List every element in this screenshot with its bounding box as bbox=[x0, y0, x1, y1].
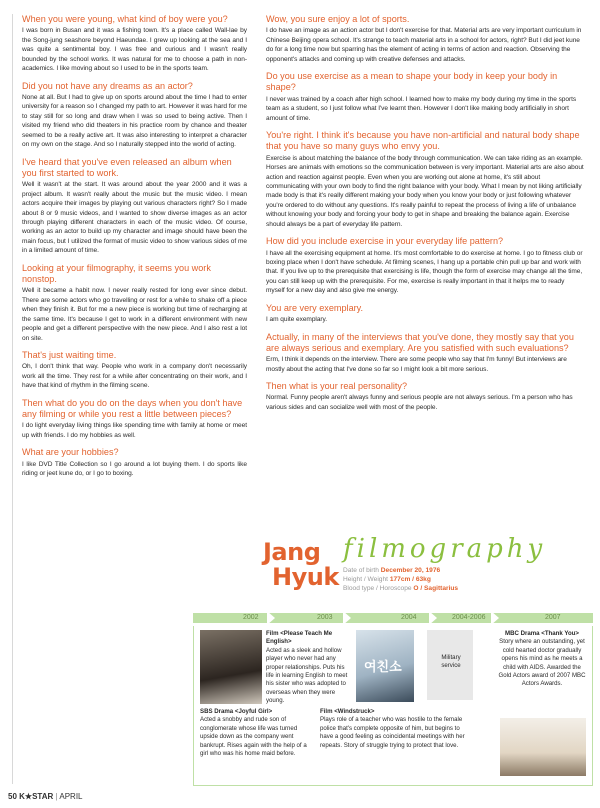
left-margin-rule bbox=[12, 14, 13, 784]
answer: I do have an image as an action actor but I don't exercise for that. Material arts are very important curriculum in Chinese Beijing opera school. It's strange to teach material arts in a school for actors, right? But I did jeet kune do for a long time now but sparring has the element of acting in terms of action and reaction. Observing the opponent's attacks and coming up with creative defenses and attacks. bbox=[266, 27, 582, 63]
answer: I have all the exercising equipment at home. It's most comfortable to do exercise at home. I go to fitness club or boxing place when I don't have schedule. At filming scenes, I hang up a portable chin pull up bar and work with that. If you live up to the prerequisite that exercising is life, though the form of exercise may change all the time, you can still keep up with the prerequisite. For me, exercise is really important in that it helps me to ready myself for a new day and also give me energy. bbox=[266, 249, 583, 295]
film-2004-title: Film <Windstruck> bbox=[320, 708, 375, 715]
answer: Erm, I think it depends on the interview. There are some people who say that I'm funny! But interviews are mostly about the acting that I've done so far so I might look a bit more serious. bbox=[266, 356, 567, 373]
question: Looking at your filmography, it seems you work nonstop. bbox=[22, 262, 211, 285]
qa-block bbox=[22, 81, 247, 150]
question: Then what do you do on the days when you don't have any filming or while you rest a little between pieces? bbox=[22, 397, 243, 420]
qa-block bbox=[266, 14, 584, 64]
military-service-box bbox=[427, 630, 473, 700]
film-2002-entry bbox=[200, 708, 310, 758]
qa-block bbox=[22, 447, 247, 478]
question: Actually, in many of the interviews that you've done, they mostly say that you are always serious and exemplary. Are you satisfied with such evaluations? bbox=[266, 331, 574, 353]
question: Then what is your real personality? bbox=[266, 381, 408, 392]
magazine-name: K★STAR bbox=[19, 792, 54, 801]
timeline-arrow bbox=[343, 611, 351, 625]
issue-month: APRIL bbox=[59, 792, 83, 801]
filmography-title: filmography bbox=[343, 534, 547, 564]
timeline-arrow bbox=[491, 611, 499, 625]
thank-you-photo bbox=[500, 718, 586, 776]
answer: None at all. But I had to give up on sports around about the time I had to enter university for a reason so I changed my path to art. However it was hard for me to stay still for so long and draw when I was so used to being active. Then I visited my friend who did theaters in his practice room by chance and theater seemed to be a really active art. It was also interesting to interpret a character on my own on the stage. And so I naturally stepped into the world of acting. bbox=[22, 93, 247, 149]
film-2002-desc: Acted a snobby and rude son of conglomerate whose life was turned upside down as the company went bankrupt. Rises again with the help of a girl who was his home maid before. bbox=[200, 716, 307, 758]
actor-first-name: Jang bbox=[263, 538, 321, 566]
question: When you were young, what kind of boy were you? bbox=[22, 14, 228, 24]
qa-block bbox=[266, 71, 584, 123]
blood-type-label: Blood type / Horoscope bbox=[343, 584, 412, 592]
answer: Well it wasn't at the start. It was around about the year 2000 and it was a project album. It wasn't really about the music but the music video. I mean actors acquire their images by playing out various characters right? So I made about 8 or 9 music videos, and I wanted to show diverse images as an actor through playing different characters in each of the music video. Of course, working as an actor to build up my character and image should have been the main focus, but I utilized the format of music video to show various sides of me in a limited amount of time. bbox=[22, 181, 247, 255]
qa-block bbox=[22, 157, 247, 256]
timeline-year: 2004-2006 bbox=[452, 614, 486, 621]
timeline-year: 2003 bbox=[317, 614, 333, 621]
answer: I like DVD Title Collection so I go around a lot buying them. I do sports like riding or jeet kune do, or I go to boxing. bbox=[22, 460, 247, 478]
question: Wow, you sure enjoy a lot of sports. bbox=[266, 14, 410, 24]
question: You are very exemplary. bbox=[266, 302, 364, 313]
film-2003-entry bbox=[266, 630, 352, 706]
answer: Oh, I don't think that way. People who work in a company don't necessarily work all the time. They rest for a while after concentrating on their work, and I have that kind of rhythm in the filming scene. bbox=[22, 363, 247, 390]
film-2007-title: MBC Drama <Thank You> bbox=[505, 630, 579, 637]
qa-block bbox=[266, 130, 584, 229]
question: Do you use exercise as a mean to shape your body in keep your body in shape? bbox=[266, 71, 558, 93]
left-column bbox=[22, 14, 247, 485]
qa-block bbox=[266, 303, 584, 325]
qa-block bbox=[266, 236, 584, 296]
blood-type-value: O / Sagittarius bbox=[413, 584, 459, 592]
timeline-year: 2007 bbox=[545, 614, 561, 621]
filmography-timeline bbox=[193, 611, 593, 625]
qa-block bbox=[266, 332, 584, 375]
qa-block bbox=[266, 381, 584, 412]
qa-block bbox=[22, 398, 247, 441]
qa-block bbox=[22, 263, 247, 343]
answer: Exercise is about matching the balance of the body through communication. We can take riding as an example. Horses are animals with emotions so the communication between is very important. Material arts are also about action and reaction against people. Even when you are working out alone at home, it's still about communicating with your own body to find the right balance with your body. What I mean by not liking artificially made body is that it's really different making your body when you know your body or just following whatever you're ordered to do without any questions. It's really painful to repeat the process of living a life of unbalance without knowing your body and forcing your body to get in shape and breaking the balance again. Exercise should always be a part of everyday life pattern. bbox=[266, 154, 584, 228]
answer: I do light everyday living things like spending time with family at home or meet up with friends. I do my hobbies as well. bbox=[22, 422, 247, 439]
dob-label: Date of birth bbox=[343, 567, 379, 574]
filmography-header bbox=[263, 534, 593, 604]
film-2004-entry bbox=[320, 708, 466, 750]
actor-profile bbox=[343, 567, 458, 593]
joyful-girl-photo bbox=[200, 630, 262, 704]
question: I've heard that you've even released an album when you first started to work. bbox=[22, 156, 232, 178]
film-2004-desc: Plays role of a teacher who was hostile to the female police that's complete opposite of him, but begins to have a good feeling as coincidental meetings with her repeats. Story of struggle trying to protect that love. bbox=[320, 716, 465, 749]
height-weight-value: 177cm / 63kg bbox=[389, 575, 431, 583]
qa-block bbox=[22, 350, 247, 391]
dob-value: December 20, 1976 bbox=[380, 567, 441, 574]
answer: I am quite exemplary. bbox=[266, 316, 328, 324]
answer: Normal. Funny people aren't always funny and serious people are not always serious. I'm a person who has various sides and can socialize well with most of the people. bbox=[266, 394, 573, 411]
page-number: 50 bbox=[8, 792, 17, 801]
question: How did you include exercise in your everyday life pattern? bbox=[266, 236, 504, 247]
film-2007-desc: Story where an outstanding, yet cold hearted doctor gradually opens his mind as he meets a child with AIDS. Awarded the Gold Actors award of 2007 MBC Actors Awards. bbox=[498, 638, 586, 688]
answer: Well it became a habit now. I never really rested for long ever since debut. There are some actors who go travelling or rest for a while to shake off a piece when they finish it. But for me a new piece is working but time of recharging at the same time. It's because I get to work in a different environment with new people and get a different perspective with the new piece. And I also rest a lot on site. bbox=[22, 287, 247, 342]
film-2007-entry bbox=[496, 630, 588, 689]
answer: I never was trained by a coach after high school. I learned how to make my body during my time in the sports team as a student, so I just follow what I've learnt then. However I don't like making body artificially in short amount of time. bbox=[266, 95, 577, 122]
height-weight-label: Height / Weight bbox=[343, 575, 388, 583]
timeline-year: 2004 bbox=[401, 614, 417, 621]
answer: I was born in Busan and it was a fishing town. It's a place called Wall-lae by the Song-jung seashore beyond Haeundae. I grew up looking at the sea and I was quite a sentimental boy. I was free and curious and I wasn't really bounded by the school works. It was natural for me to choose a path in non-academics. I like moving about so I used to be in the sports team. bbox=[22, 27, 247, 73]
timeline-arrow bbox=[429, 611, 437, 625]
question: That's just waiting time. bbox=[22, 350, 117, 361]
qa-block bbox=[22, 14, 247, 74]
question: You're right. I think it's because you have non-artificial and natural body shape that you have so many guys who envy you. bbox=[266, 130, 580, 152]
film-2002-title: SBS Drama <Joyful Girl> bbox=[200, 708, 273, 715]
right-column bbox=[266, 14, 584, 419]
filmography-panel bbox=[193, 626, 593, 786]
actor-last-name: Hyuk bbox=[272, 563, 339, 591]
question: Did you not have any dreams as an actor? bbox=[22, 80, 193, 91]
film-2003-title: Film <Please Teach Me English> bbox=[266, 630, 333, 646]
timeline-year: 2002 bbox=[243, 614, 259, 621]
windstruck-poster-title: 여친소 bbox=[364, 660, 402, 675]
windstruck-poster bbox=[356, 630, 414, 702]
timeline-arrow bbox=[267, 611, 275, 625]
film-2003-desc: Acted as a sleek and hollow player who never had any proper relationships. Puts his life in learning English to meet his sister who was adopted to overseas when they were young. bbox=[266, 646, 348, 705]
page-footer: 50 K★STAR | APRIL bbox=[8, 792, 83, 801]
military-service-label: Military service bbox=[441, 654, 461, 670]
question: What are your hobbies? bbox=[22, 447, 119, 458]
